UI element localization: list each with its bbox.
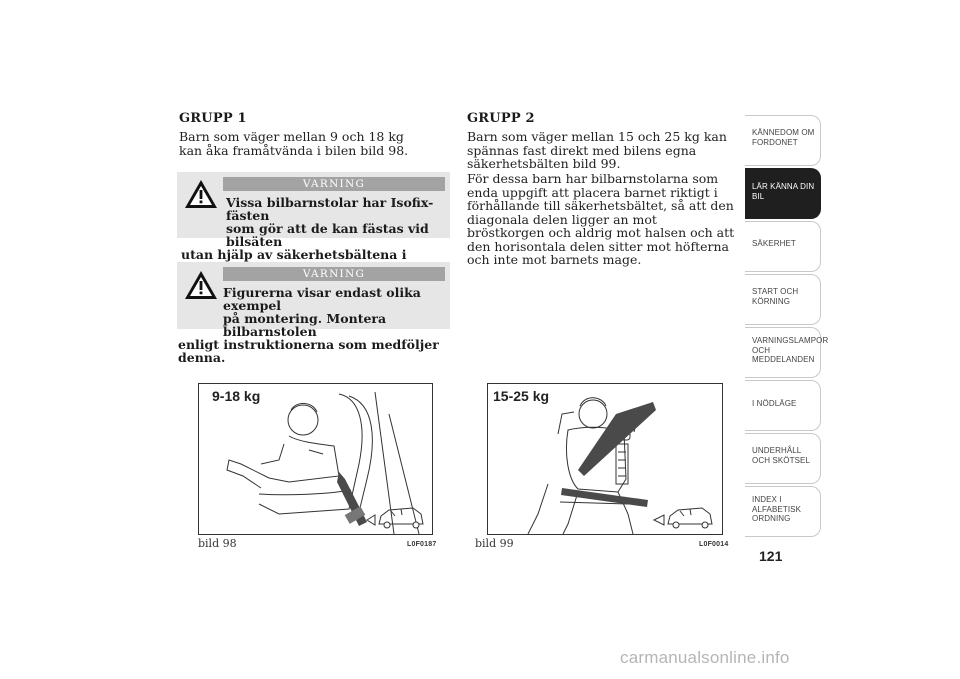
watermark: carmanualsonline.info <box>620 648 790 667</box>
figure-98-caption: bild 98 <box>198 537 237 550</box>
page-number: 121 <box>759 548 783 564</box>
tab-sakerhet[interactable]: SÄKERHET <box>745 221 821 272</box>
figure-99-caption: bild 99 <box>475 537 514 550</box>
warning-box-1 <box>177 172 450 262</box>
warning-text-2 <box>178 286 448 364</box>
figure-98-code: L0F0187 <box>407 541 437 548</box>
tab-i-nodlage[interactable]: I NÖDLÄGE <box>745 380 821 431</box>
warning1-line1: Vissa bilbarnstolar har Isofix-fästen <box>226 195 434 223</box>
warning-label: VARNING <box>223 267 445 281</box>
car-icon <box>668 508 712 528</box>
warning1-line3: utan hjälp av säkerhetsbältena i <box>181 247 407 262</box>
figure-99 <box>487 383 723 535</box>
figure-weight-label: 15-25 kg <box>493 388 550 404</box>
tab-underhall-och-skotsel[interactable]: UNDERHÅLL OCH SKÖTSEL <box>745 433 821 484</box>
figure-99-code: L0F0014 <box>699 541 729 548</box>
tab-lar-kanna-din-bil[interactable]: LÄR KÄNNA DIN BIL <box>745 168 821 219</box>
booster-seat-illustration <box>488 384 722 534</box>
warning1-line2: som gör att de kan fästas vid bilsäten <box>226 221 429 249</box>
warning2-line2: på montering. Montera bilbarnstolen <box>223 311 387 339</box>
warning2-line1: Figurerna visar endast olika exempel <box>223 285 421 313</box>
warning-label: VARNING <box>223 177 445 191</box>
chapter-tabs <box>745 115 829 539</box>
car-icon <box>379 508 423 528</box>
paragraph-grupp2-2: För dessa barn har bilbarnstolarna som enda uppgift att placera barnet riktigt i förhållande till säkerhetsbältet, så att den diagonala delen ligger an mot bröstkorgen och aldrig mot halsen och att den horisontala delen sitter mot höfterna och inte mot barnets mage. <box>467 171 735 267</box>
child-seat-illustration <box>199 384 432 534</box>
paragraph-grupp1: Barn som väger mellan 9 och 18 kg kan åka framåtvända i bilen bild 98. <box>179 129 409 158</box>
tab-kannedom-om-fordonet[interactable]: KÄNNEDOM OM FORDONET <box>745 115 821 166</box>
figure-98 <box>198 383 433 535</box>
section-heading-grupp2: GRUPP 2 <box>467 111 535 126</box>
tab-start-och-korning[interactable]: START OCH KÖRNING <box>745 274 821 325</box>
paragraph-grupp2-1: Barn som väger mellan 15 och 25 kg kan spännas fast direkt med bilens egna säkerhetsbälten bild 99. <box>467 129 727 171</box>
warning2-line3: enligt instruktionerna som medföljer denna. <box>178 337 439 365</box>
tab-varningslampor-och-meddelanden[interactable]: VARNINGSLAMPOR OCH MEDDELANDEN <box>745 327 821 378</box>
figure-weight-label: 9-18 kg <box>212 388 261 404</box>
section-heading-grupp1: GRUPP 1 <box>179 111 247 126</box>
tab-index-i-alfabetisk-ordning[interactable]: INDEX I ALFABETISK ORDNING <box>745 486 821 537</box>
warning-box-2 <box>177 262 450 365</box>
